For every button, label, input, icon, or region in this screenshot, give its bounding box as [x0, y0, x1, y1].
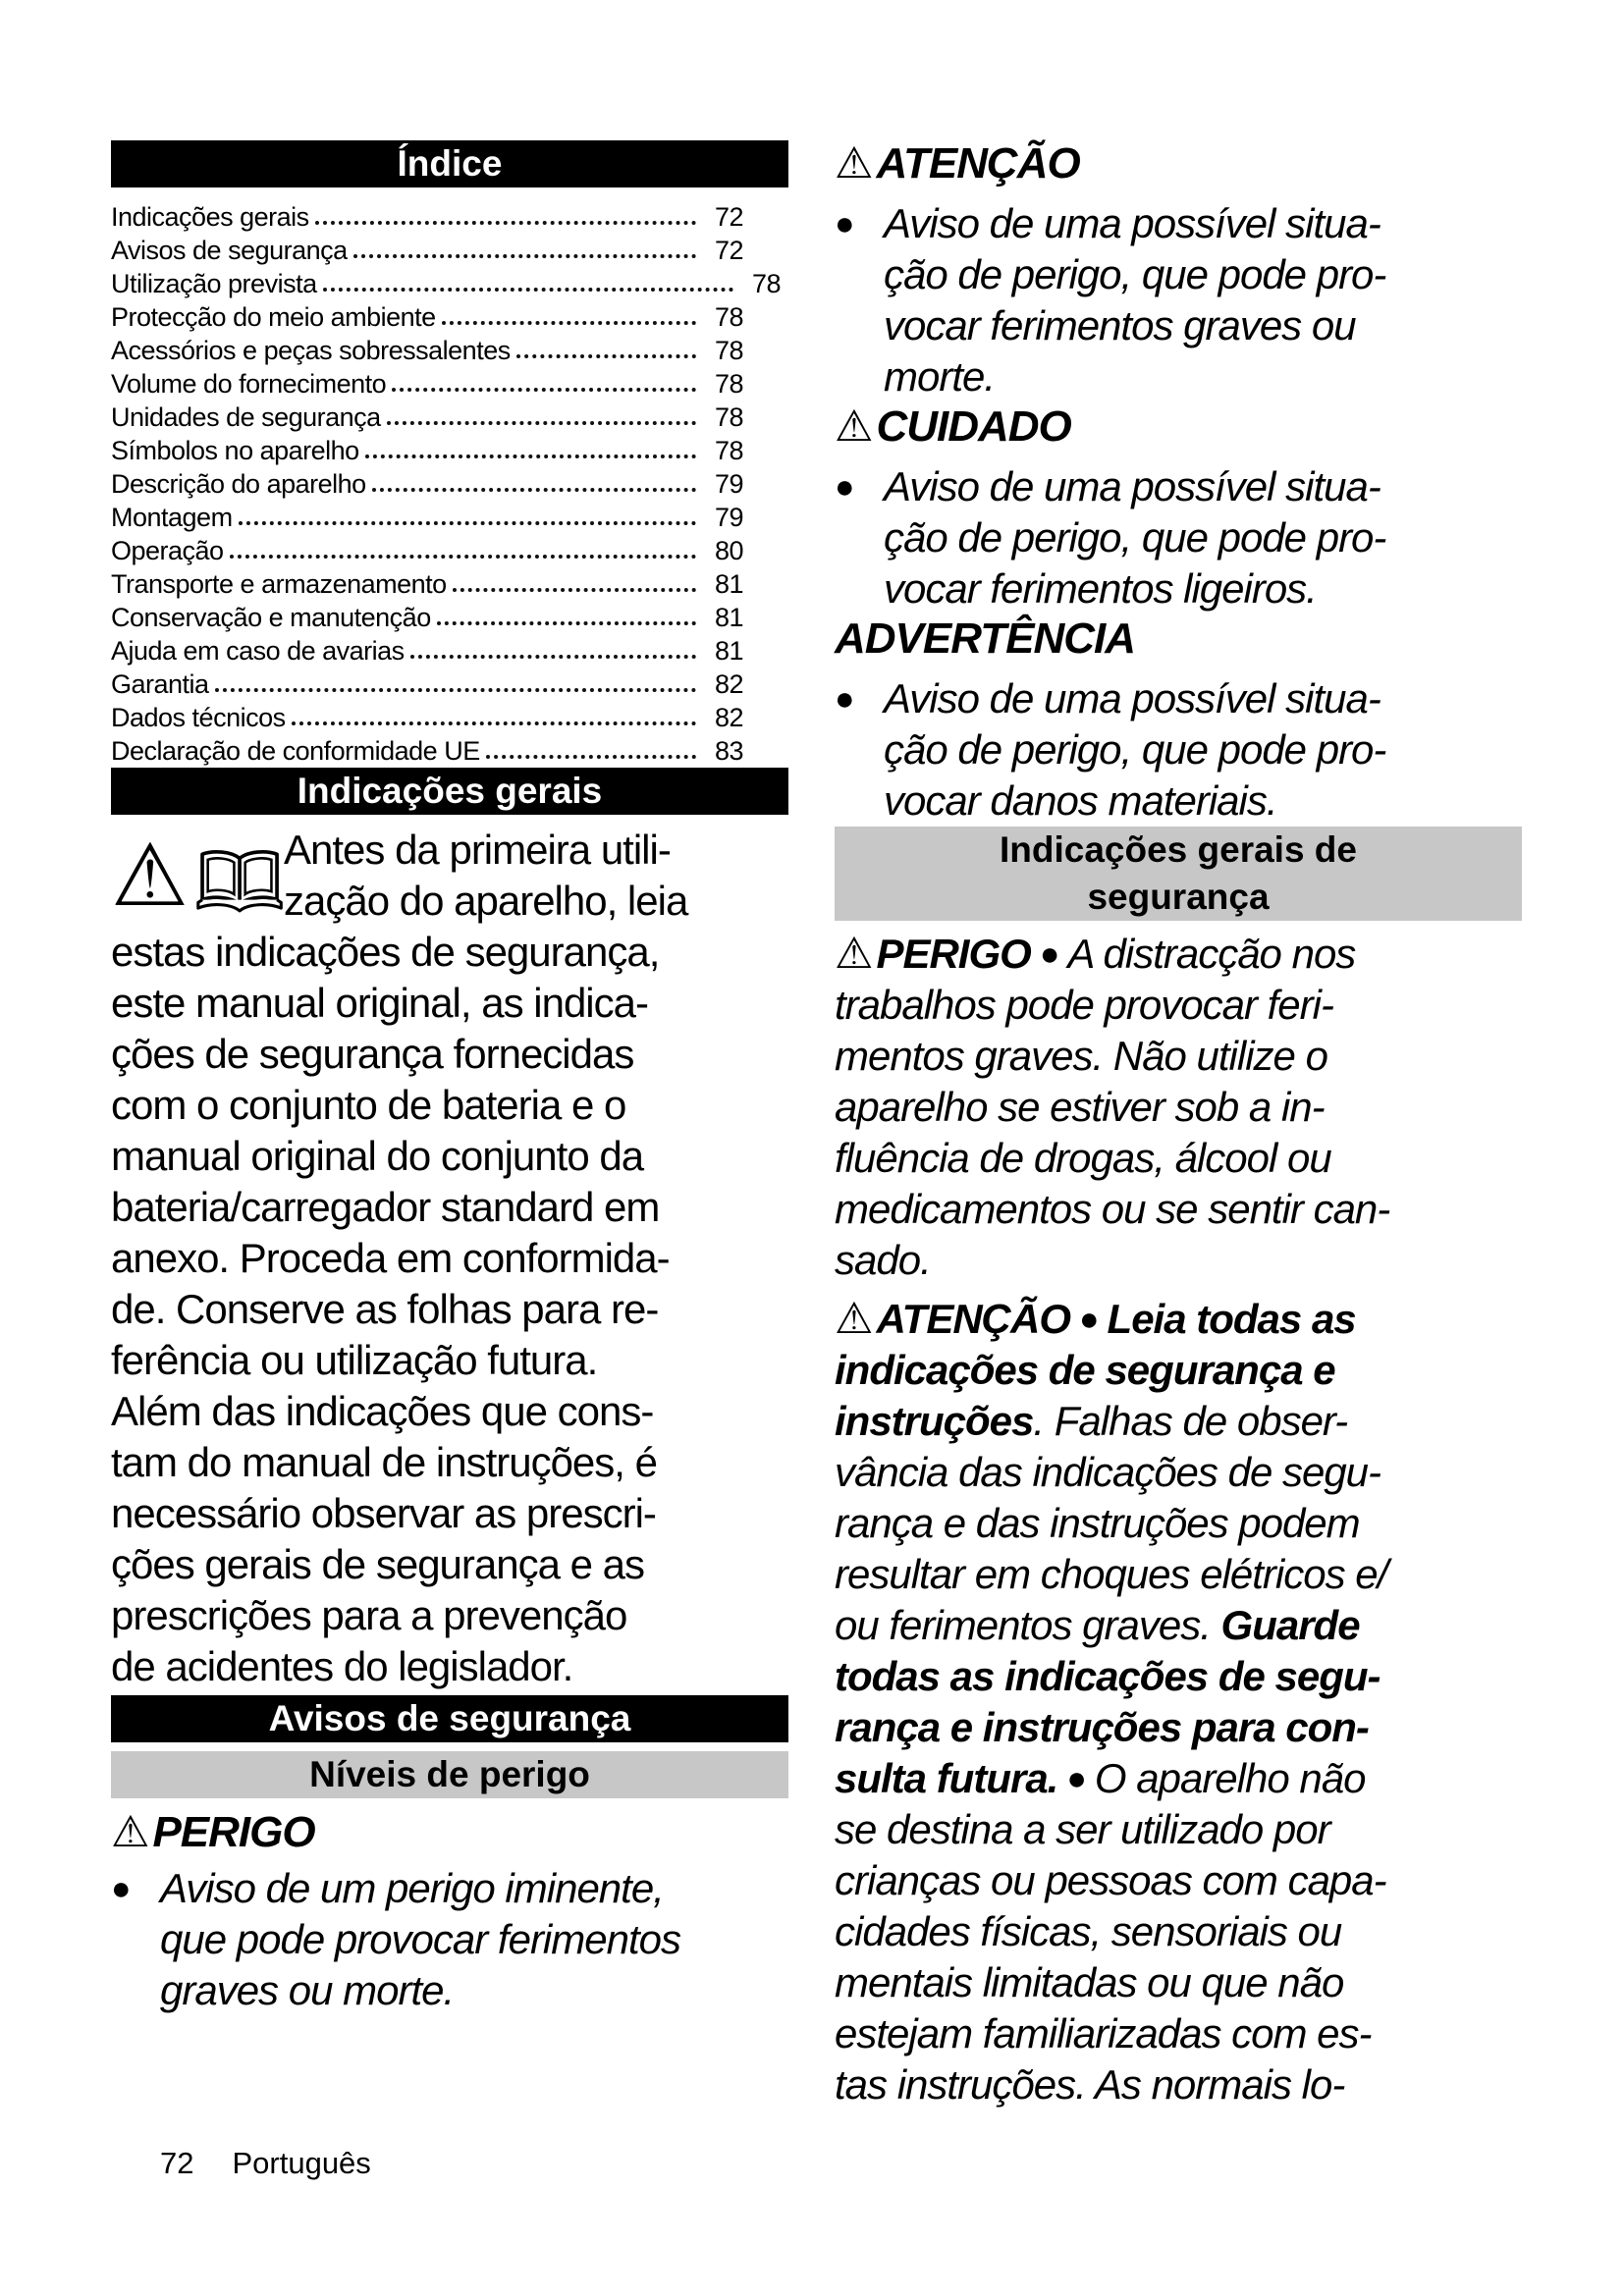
text-line: vocar danos materiais. [884, 777, 1277, 824]
text-run: ATENÇÃO [876, 1296, 1070, 1342]
toc-entry-page: 79 [714, 469, 743, 499]
toc-entry-page: 78 [714, 436, 743, 465]
toc-leader-dots [239, 501, 696, 525]
toc-header: Índice [111, 140, 788, 187]
toc-entry-label: Utilização prevista [111, 269, 317, 298]
text-line: manual original do conjunto da [111, 1133, 644, 1179]
toc-entry-page: 81 [714, 636, 743, 666]
toc-entry-page: 72 [714, 236, 743, 265]
warning-heading [835, 402, 1522, 452]
right-column [835, 139, 1522, 2110]
toc-entry [111, 534, 783, 567]
toc-entry-page: 78 [714, 402, 743, 432]
text-line [835, 1651, 1522, 1702]
text-line [835, 1396, 1522, 1447]
toc-entry-label: Indicações gerais [111, 202, 309, 232]
text-line: vocar ferimentos graves ou [884, 302, 1356, 348]
toc-entry-label: Descrição do aparelho [111, 469, 366, 499]
text-line [835, 461, 1522, 512]
text-run: Aviso de um perigo iminente, [160, 1865, 664, 1911]
warning-triangle-icon: ⚠ [111, 825, 188, 926]
text-line: bateria/carregador standard em [111, 1184, 660, 1230]
toc-leader-dots [442, 300, 696, 325]
toc-entry-label: Dados técnicos [111, 703, 286, 732]
text-run: O aparelho não [1094, 1755, 1366, 1801]
bullet-dot: ● [1039, 935, 1059, 973]
toc-leader-dots [292, 701, 696, 725]
toc-entry [111, 334, 783, 367]
text-line: Indicações gerais de [999, 829, 1357, 870]
toc-entry-page: 72 [714, 202, 743, 232]
toc-entry [111, 601, 783, 634]
toc-entry [111, 267, 783, 300]
warning-text [835, 673, 1522, 827]
text-line: morte. [884, 353, 996, 400]
toc-entry-page: 78 [751, 269, 781, 298]
toc-entry-page: 80 [714, 536, 743, 565]
toc-leader-dots [387, 400, 696, 425]
toc-leader-dots [437, 601, 696, 625]
toc-entry-label: Ajuda em caso de avarias [111, 636, 405, 666]
general-info-text [111, 825, 788, 1692]
text-line [835, 1702, 1522, 1753]
toc-leader-dots [410, 634, 696, 659]
notice-heading [835, 614, 1522, 664]
text-run: indicações de segurança e [835, 1347, 1335, 1393]
toc-entry [111, 467, 783, 501]
text-line: estas indicações de segurança, [111, 929, 660, 975]
toc-leader-dots [353, 234, 696, 258]
toc-entry [111, 667, 783, 701]
toc-entry-page: 78 [714, 369, 743, 399]
text-line [835, 673, 1522, 724]
text-run: todas as indicações de segu- [835, 1653, 1380, 1699]
text-line: que pode provocar ferimentos [160, 1916, 680, 1962]
text-line: prescrições para a prevenção [111, 1592, 627, 1638]
toc-entry [111, 734, 783, 768]
toc-list [111, 200, 783, 768]
text-line: Além das indicações que cons- [111, 1388, 654, 1434]
toc-entry-label: Operação [111, 536, 224, 565]
toc-entry [111, 501, 783, 534]
bullet-dot: ● [1066, 1760, 1086, 1797]
heading-label: ATENÇÃO [876, 139, 1080, 187]
warning-triangle-icon: ⚠ [835, 1294, 873, 1344]
toc-entry-label: Transporte e armazenamento [111, 569, 447, 599]
bullet-dot: ● [835, 205, 854, 242]
toc-entry-label: Símbolos no aparelho [111, 436, 359, 465]
text-run: rança e instruções para con- [835, 1704, 1369, 1750]
text-line: crianças ou pessoas com capa- [835, 1857, 1386, 1903]
toc-leader-dots [315, 200, 696, 225]
text-line: este manual original, as indica- [111, 980, 648, 1026]
warning-heading [835, 139, 1522, 188]
toc-entry-page: 79 [714, 503, 743, 532]
text-line [835, 198, 1522, 249]
text-run: Aviso de uma possível situa- [884, 200, 1380, 246]
section-header-general: Indicações gerais [111, 768, 788, 815]
toc-leader-dots [215, 667, 696, 692]
text-line: zação do aparelho, leia [284, 878, 688, 924]
toc-entry [111, 701, 783, 734]
bullet-dot: ● [1079, 1301, 1099, 1338]
text-run: instruções [835, 1398, 1034, 1444]
text-run: sulta futura. [835, 1755, 1058, 1801]
text-line: mentos graves. Não utilize o [835, 1033, 1327, 1079]
toc-entry-page: 78 [714, 302, 743, 332]
text-line: de. Conserve as folhas para re- [111, 1286, 659, 1332]
text-line: fluência de drogas, álcool ou [835, 1135, 1331, 1181]
text-line [835, 929, 1522, 980]
text-line: vocar ferimentos ligeiros. [884, 565, 1317, 612]
text-line: anexo. Proceda em conformida- [111, 1235, 670, 1281]
toc-entry [111, 234, 783, 267]
text-line: vância das indicações de segu- [835, 1449, 1381, 1495]
toc-leader-dots [392, 367, 696, 392]
text-line: medicamentos ou se sentir can- [835, 1186, 1390, 1232]
page-number: 72 [160, 2146, 194, 2180]
toc-entry-label: Declaração de conformidade UE [111, 736, 480, 766]
text-line: resultar em choques elétricos e/ [835, 1551, 1388, 1597]
text-line [835, 1600, 1522, 1651]
toc-entry-label: Protecção do meio ambiente [111, 302, 436, 332]
toc-entry-label: Garantia [111, 669, 209, 699]
text-line [835, 1753, 1522, 1804]
toc-entry-label: Acessórios e peças sobressalentes [111, 336, 511, 365]
toc-entry [111, 300, 783, 334]
text-line: cidades físicas, sensoriais ou [835, 1908, 1342, 1954]
section-header-warnings: Avisos de segurança [111, 1695, 788, 1742]
toc-entry-page: 81 [714, 569, 743, 599]
text-line: ção de perigo, que pode pro- [884, 251, 1386, 297]
text-line [835, 1294, 1522, 1345]
general-info-paragraph [111, 825, 788, 1692]
toc-entry-page: 82 [714, 669, 743, 699]
text-line: de acidentes do legislador. [111, 1643, 573, 1689]
danger-heading [111, 1808, 788, 1857]
subsection-header-danger-levels: Níveis de perigo [111, 1751, 788, 1798]
page-footer [160, 2146, 371, 2181]
toc-leader-dots [516, 334, 696, 358]
toc-entry-label: Conservação e manutenção [111, 603, 431, 632]
toc-leader-dots [372, 467, 696, 492]
text-run: Aviso de uma possível situa- [884, 675, 1380, 721]
warning-triangle-icon: ⚠ [835, 138, 873, 188]
text-line: sado. [835, 1237, 931, 1283]
text-run: Aviso de uma possível situa- [884, 463, 1380, 509]
left-column [111, 140, 788, 2016]
text-line: rança e das instruções podem [835, 1500, 1360, 1546]
text-line: ções de segurança fornecidas [111, 1031, 634, 1077]
text-run: Leia todas as [1107, 1296, 1356, 1342]
toc-entry [111, 400, 783, 434]
text-line: se destina a ser utilizado por [835, 1806, 1330, 1852]
text-line [835, 1345, 1522, 1396]
text-run: Guarde [1220, 1602, 1360, 1648]
warning-text [835, 461, 1522, 614]
toc-entry [111, 200, 783, 234]
section-header-general-safety [835, 827, 1522, 921]
text-line: trabalhos pode provocar feri- [835, 982, 1333, 1028]
toc-entry [111, 634, 783, 667]
text-run: . Falhas de obser- [1033, 1398, 1348, 1444]
text-line: graves ou morte. [160, 1967, 455, 2013]
warning-text [835, 198, 1522, 402]
toc-entry [111, 567, 783, 601]
text-line: Antes da primeira utili- [284, 827, 671, 873]
toc-entry-label: Unidades de segurança [111, 402, 381, 432]
toc-entry-page: 83 [714, 736, 743, 766]
safety-paragraph [835, 929, 1522, 1286]
text-line: aparelho se estiver sob a in- [835, 1084, 1325, 1130]
toc-entry-page: 78 [714, 336, 743, 365]
warning-triangle-icon: ⚠ [835, 401, 873, 452]
warning-triangle-icon: ⚠ [835, 929, 873, 979]
toc-entry-page: 81 [714, 603, 743, 632]
toc-entry-label: Avisos de segurança [111, 236, 348, 265]
text-line: estejam familiarizadas com es- [835, 2010, 1372, 2056]
text-run: A distracção nos [1067, 931, 1356, 977]
language-label: Português [232, 2146, 371, 2180]
toc-leader-dots [486, 734, 696, 759]
heading-label: CUIDADO [876, 402, 1071, 451]
heading-label: ADVERTÊNCIA [835, 614, 1136, 663]
toc-entry-label: Volume do fornecimento [111, 369, 387, 399]
toc-leader-dots [230, 534, 696, 559]
bullet-dot: ● [835, 468, 854, 506]
toc-leader-dots [323, 267, 733, 292]
toc-entry-label: Montagem [111, 503, 233, 532]
danger-text [111, 1863, 788, 2016]
toc-leader-dots [365, 434, 696, 458]
text-line: tam do manual de instruções, é [111, 1439, 657, 1485]
warning-triangle-icon: ⚠ [111, 1807, 149, 1857]
text-line: tas instruções. As normais lo- [835, 2061, 1345, 2108]
intro-icons [111, 825, 284, 927]
text-run: PERIGO [876, 931, 1031, 977]
text-line: ção de perigo, que pode pro- [884, 726, 1386, 773]
toc-entry-page: 82 [714, 703, 743, 732]
text-line: necessário observar as prescri- [111, 1490, 656, 1536]
toc-entry [111, 434, 783, 467]
safety-paragraph [835, 1294, 1522, 2110]
text-run: ou ferimentos graves. [835, 1602, 1221, 1648]
text-line: segurança [1087, 877, 1270, 917]
bullet-dot: ● [111, 1870, 131, 1907]
bullet-dot: ● [835, 680, 854, 718]
text-line [111, 1863, 788, 1914]
text-line: ção de perigo, que pode pro- [884, 514, 1386, 561]
toc-entry [111, 367, 783, 400]
danger-heading-label: PERIGO [152, 1808, 315, 1856]
read-manual-book-icon [195, 833, 284, 918]
text-line: mentais limitadas ou que não [835, 1959, 1344, 2005]
text-line: ferência ou utilização futura. [111, 1337, 598, 1383]
toc-leader-dots [453, 567, 696, 592]
text-line: com o conjunto de bateria e o [111, 1082, 626, 1128]
text-line: ções gerais de segurança e as [111, 1541, 645, 1587]
